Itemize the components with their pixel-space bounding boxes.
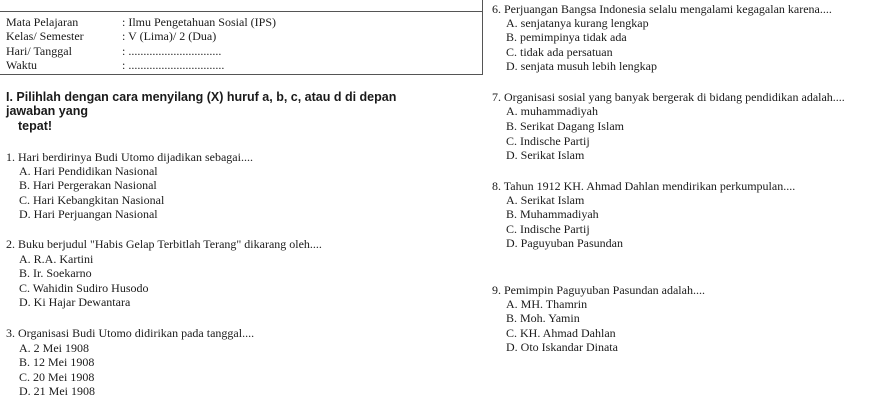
instruction-line-2: jawaban yang [6,104,88,118]
option: D. Oto Iskandar Dinata [506,340,618,354]
header-right-line [482,0,483,75]
header-value: : ............................... [122,44,222,58]
header-row-time [6,59,224,72]
option: D. senjata musuh lebih lengkap [506,59,657,73]
option: C. Indische Partij [506,222,590,236]
option: A. Hari Pendidikan Nasional [19,164,158,178]
question-6: 6. Perjuangan Bangsa Indonesia selalu mengalami kegagalan karena.... [492,2,832,16]
option: A. R.A. Kartini [19,252,94,266]
question-8: 8. Tahun 1912 KH. Ahmad Dahlan mendirikan perkumpulan.... [492,179,796,193]
question-2: 2. Buku berjudul "Habis Gelap Terbitlah Terang" dikarang oleh.... [6,237,322,251]
option: B. Serikat Dagang Islam [506,119,624,133]
header-label: Hari/ Tanggal [6,44,72,58]
option: A. Serikat Islam [506,193,585,207]
option: A. 2 Mei 1908 [19,341,89,355]
option: C. Indische Partij [506,134,590,148]
question-9: 9. Pemimpin Paguyuban Pasundan adalah.... [492,283,705,297]
instruction-line-3: tepat! [18,119,53,133]
option: D. Serikat Islam [506,148,585,162]
option: A. muhammadiyah [506,104,598,118]
question-1: 1. Hari berdirinya Budi Utomo dijadikan sebagai.... [6,150,253,164]
option: B. 12 Mei 1908 [19,355,95,369]
header-row-date [6,45,221,58]
option: C. tidak ada persatuan [506,45,613,59]
option: C. Hari Kebangkitan Nasional [19,193,165,207]
option: C. Wahidin Sudiro Husodo [19,281,149,295]
instruction-line-1: I. Pilihlah dengan cara menyilang (X) huruf a, b, c, atau d di depan [6,90,397,104]
header-label: Mata Pelajaran [6,15,79,29]
option: B. pemimpinya tidak ada [506,30,627,44]
option: D. 21 Mei 1908 [19,384,95,398]
header-bottom-line [0,74,482,75]
header-row-class [6,30,216,43]
header-label: Kelas/ Semester [6,29,84,43]
header-label: Waktu [6,58,38,72]
option: A. MH. Thamrin [506,297,588,311]
header-value: : Ilmu Pengetahuan Sosial (IPS) [122,15,276,29]
header-value: : V (Lima)/ 2 (Dua) [122,29,217,43]
option: B. Muhammadiyah [506,207,599,221]
option: A. senjatanya kurang lengkap [506,16,649,30]
header-row-subject [6,16,276,29]
question-3: 3. Organisasi Budi Utomo didirikan pada tanggal.... [6,326,255,340]
option: B. Ir. Soekarno [19,266,92,280]
option: C. 20 Mei 1908 [19,370,95,384]
option: D. Ki Hajar Dewantara [19,295,131,309]
option: B. Moh. Yamin [506,311,580,325]
option: D. Paguyuban Pasundan [506,236,623,250]
option: B. Hari Pergerakan Nasional [19,178,157,192]
option: D. Hari Perjuangan Nasional [19,207,158,221]
option: C. KH. Ahmad Dahlan [506,326,616,340]
header-value: : ................................ [122,58,225,72]
question-7: 7. Organisasi sosial yang banyak bergerak di bidang pendidikan adalah.... [492,90,845,104]
header-top-line [0,11,482,12]
